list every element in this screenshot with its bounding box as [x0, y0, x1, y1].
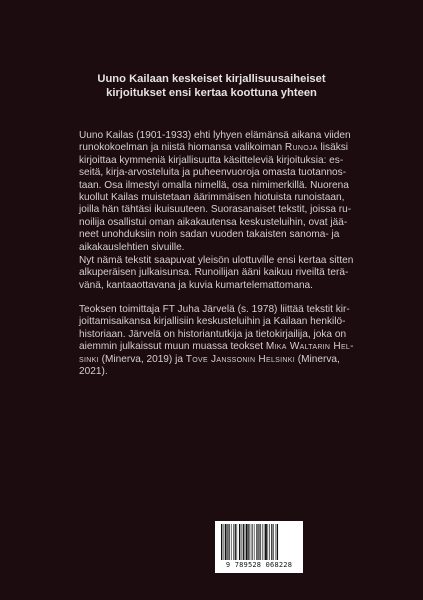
paragraph-intro	[79, 130, 353, 254]
isbn-barcode	[215, 521, 303, 573]
barcode-bar	[276, 524, 277, 560]
barcode-bar	[251, 524, 252, 560]
text-fragment: lisäksi	[317, 142, 349, 154]
barcode-bar	[227, 524, 228, 560]
barcode-bar	[243, 524, 244, 560]
barcode-bar	[239, 524, 240, 560]
barcode-bars	[221, 524, 297, 562]
text-line: neet unohduksiin noin sadan vuoden takaisten sanoma- ja	[79, 229, 340, 241]
barcode-bar	[264, 524, 265, 560]
barcode-bar	[223, 524, 224, 560]
text-line: seitä, kirja-arvosteluita ja puheenvuoroja omasta tuotannos-	[79, 167, 347, 179]
barcode-bar	[228, 524, 229, 560]
barcode-bar	[258, 524, 259, 560]
book-title-runoja: Runoja	[284, 142, 318, 154]
barcode-bar	[268, 524, 269, 560]
text-fragment: (Minerva,	[294, 353, 340, 365]
text-line: joilla hän tähtäsi ikuisuuteen. Suorasanaiset tekstit, joissa ru-	[79, 204, 352, 216]
barcode-bar	[256, 524, 257, 560]
barcode-bar	[277, 524, 278, 560]
text-fragment: runokokoelman ja niistä hiomansa valikoiman	[79, 142, 285, 154]
text-fragment: (Minerva, 2019) ja	[98, 353, 186, 365]
text-line: kuollut Kailas muistetaan äärimmäisen hiotuista runoistaan,	[79, 192, 345, 204]
text-line: vänä, kantaaottavana ja kuvia kumartelemattomana.	[79, 279, 313, 291]
book-title-mika-waltarin-helsinki: Mika Waltarin Hel-	[265, 341, 354, 353]
barcode-bar	[269, 524, 270, 560]
text-line: Uuno Kailas (1901-1933) ehti lyhyen elämänsä aikana viiden	[79, 130, 351, 141]
text-line	[79, 142, 353, 154]
isbn-number: 9 789528 068228	[225, 561, 293, 569]
barcode-bar	[221, 524, 222, 560]
tagline	[60, 72, 363, 100]
text-line: historiaan. Järvelä on historiantutkija ja tietokirjailija, joka on	[79, 328, 347, 340]
barcode-bar	[265, 524, 267, 560]
text-line: Teoksen toimittaja FT Juha Järvelä (s. 1978) liittää tekstit kir-	[79, 304, 350, 315]
barcode-bar	[231, 524, 232, 560]
barcode-bar	[225, 524, 227, 560]
text-fragment: aiemmin julkaissut muun muassa teokset	[79, 341, 266, 353]
book-title-mika-waltarin-helsinki: sinki	[79, 353, 99, 365]
barcode-bar	[245, 524, 246, 560]
paragraph-editor	[79, 304, 353, 378]
barcode-bar	[235, 524, 236, 560]
text-line: alkuperäisen julkaisunsa. Runoilijan ääni kaikuu riveiltä terä-	[79, 267, 349, 279]
text-line	[79, 354, 353, 366]
barcode-bar	[248, 524, 249, 560]
text-line: joittamisaikansa kirjallisiin keskusteluihin ja Kailaan henkilö-	[79, 316, 346, 328]
barcode-bar	[271, 524, 272, 560]
text-line	[79, 341, 353, 353]
book-title-tove-janssonin-helsinki: Tove Janssonin Helsinki	[185, 353, 295, 365]
text-line: noilija osallistui oman aikakautensa keskusteluihin, ovat jää-	[79, 216, 348, 228]
barcode-bar	[262, 524, 263, 560]
barcode-bar	[252, 524, 253, 560]
barcode-bar	[233, 524, 234, 560]
paragraph-publication	[79, 255, 353, 292]
barcode-bar	[259, 524, 260, 560]
tagline-line-1: Uuno Kailaan keskeiset kirjallisuusaiheiset	[97, 73, 326, 85]
text-line: Nyt nämä tekstit saapuvat yleisön ulottuville ensi kertaa sitten	[79, 255, 354, 266]
barcode-bar	[254, 524, 255, 560]
text-line: aikakauslehtien sivuille.	[79, 241, 185, 253]
text-line: taan. Osa ilmestyi omalla nimellä, osa nimimerkillä. Nuorena	[79, 179, 349, 191]
barcode-bar	[273, 524, 274, 560]
tagline-line-2: kirjoitukset ensi kertaa koottuna yhteen	[106, 87, 317, 99]
barcode-bar	[237, 524, 238, 560]
barcode-bar	[246, 524, 248, 560]
barcode-bar	[241, 524, 242, 560]
text-line: 2021).	[79, 366, 108, 378]
text-line: kirjoittaa kymmeniä kirjallisuutta käsitteleviä kirjoituksia: es-	[79, 154, 344, 166]
